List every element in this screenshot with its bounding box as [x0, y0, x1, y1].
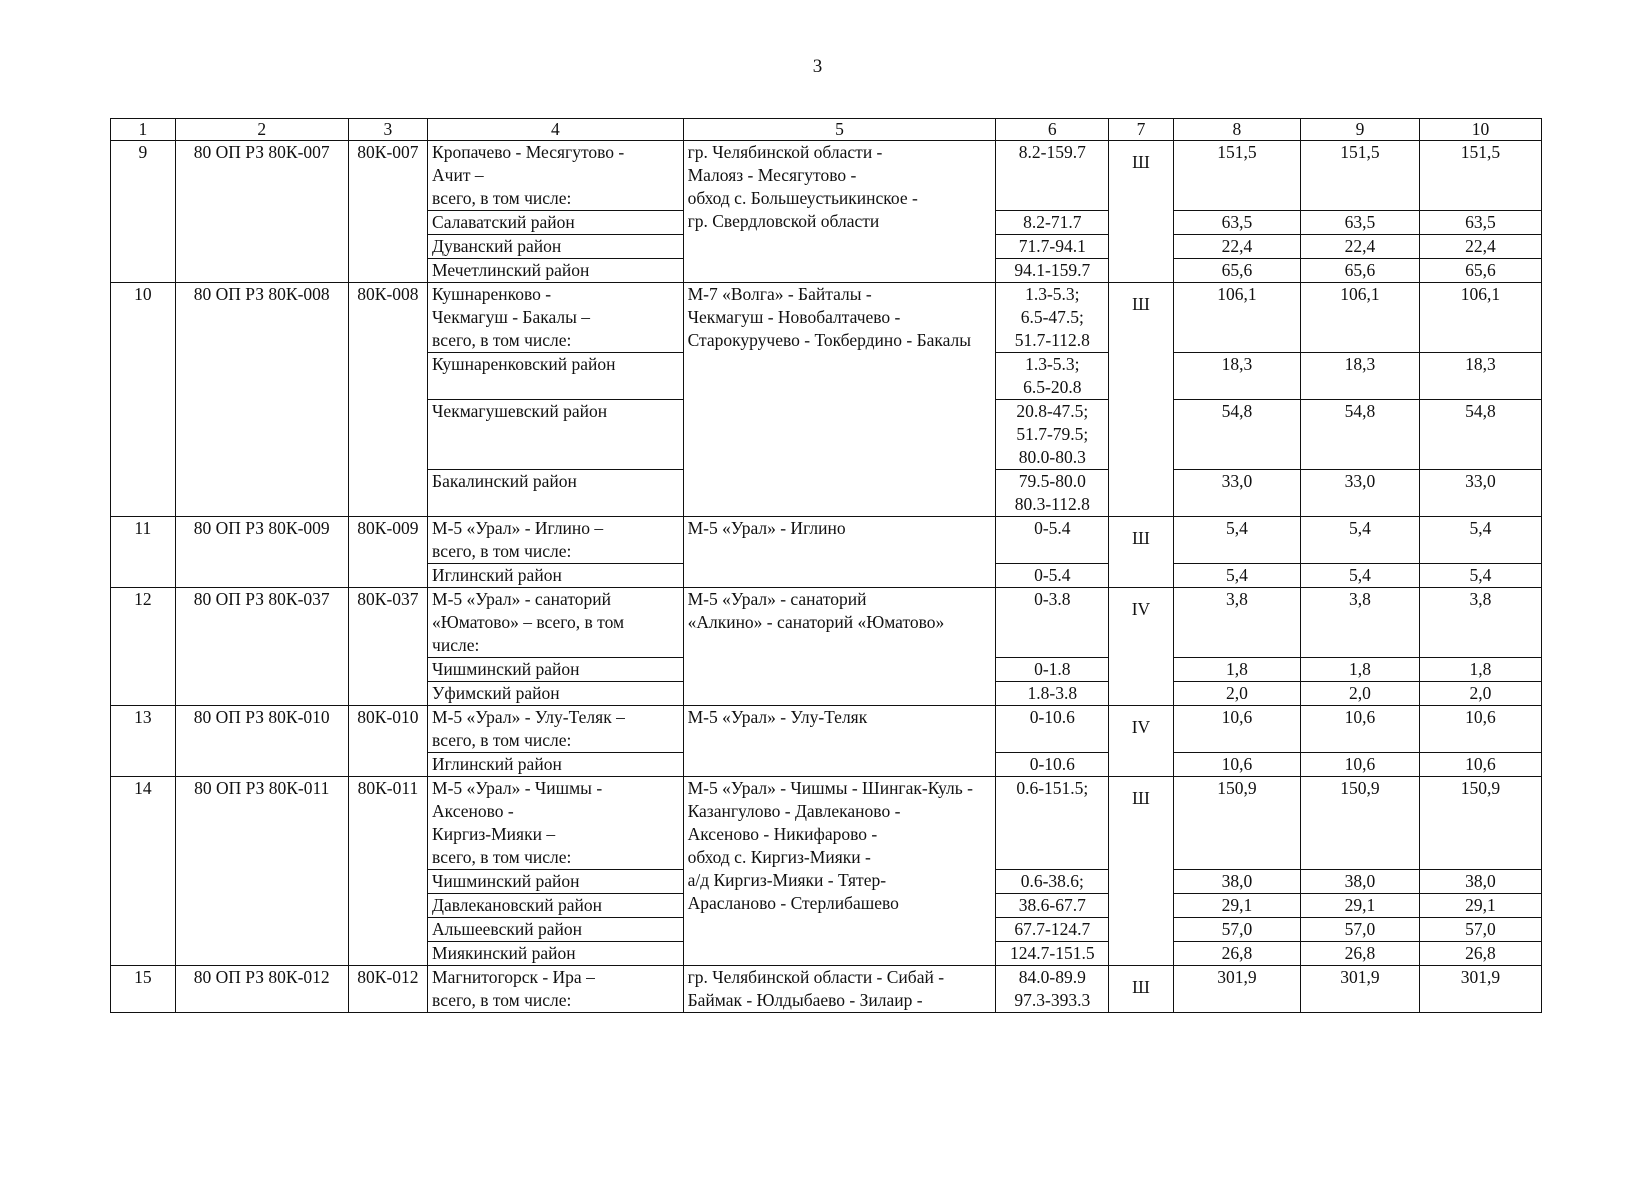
- table-row: [111, 966, 1542, 1013]
- district-value-col-8: 26,8: [1173, 942, 1300, 966]
- column-header-6: 6: [996, 119, 1109, 141]
- district-name: Чишминский район: [428, 658, 684, 682]
- value-col-10: 151,5: [1419, 141, 1541, 211]
- road-number: 13: [111, 706, 176, 777]
- district-value-col-9: 1,8: [1301, 658, 1420, 682]
- road-id: 80 ОП РЗ 80К-011: [175, 777, 348, 966]
- district-value-col-8: 57,0: [1173, 918, 1300, 942]
- value-col-8: 10,6: [1173, 706, 1300, 753]
- district-value-col-8: 63,5: [1173, 211, 1300, 235]
- district-km: 124.7-151.5: [996, 942, 1109, 966]
- district-km: 0.6-38.6;: [996, 870, 1109, 894]
- district-value-col-10: 57,0: [1419, 918, 1541, 942]
- district-name: Уфимский район: [428, 682, 684, 706]
- value-col-8: 5,4: [1173, 517, 1300, 564]
- road-km: 0-3.8: [996, 588, 1109, 658]
- column-header-7: 7: [1109, 119, 1174, 141]
- district-km: 94.1-159.7: [996, 259, 1109, 283]
- road-number: 10: [111, 283, 176, 517]
- district-name: Иглинский район: [428, 753, 684, 777]
- district-value-col-8: 22,4: [1173, 235, 1300, 259]
- road-category: Ш: [1109, 966, 1174, 1013]
- district-value-col-8: 10,6: [1173, 753, 1300, 777]
- district-value-col-9: 38,0: [1301, 870, 1420, 894]
- district-name: Чишминский район: [428, 870, 684, 894]
- district-value-col-8: 2,0: [1173, 682, 1300, 706]
- district-value-col-10: 1,8: [1419, 658, 1541, 682]
- road-km: 8.2-159.7: [996, 141, 1109, 211]
- column-header-8: 8: [1173, 119, 1300, 141]
- district-name: Давлекановский район: [428, 894, 684, 918]
- district-name: Альшеевский район: [428, 918, 684, 942]
- road-number: 12: [111, 588, 176, 706]
- road-number: 9: [111, 141, 176, 283]
- district-km: 0-10.6: [996, 753, 1109, 777]
- table-row: [111, 517, 1542, 564]
- road-short-code: 80К-037: [348, 588, 427, 706]
- district-km: 1.8-3.8: [996, 682, 1109, 706]
- district-value-col-9: 5,4: [1301, 564, 1420, 588]
- road-name: Кропачево - Месягутово - Ачит – всего, в том числе:: [428, 141, 684, 211]
- road-km: 0.6-151.5;: [996, 777, 1109, 870]
- district-value-col-9: 18,3: [1301, 353, 1420, 400]
- road-category: Ш: [1109, 517, 1174, 588]
- district-value-col-9: 54,8: [1301, 400, 1420, 470]
- road-name: Магнитогорск - Ира – всего, в том числе:: [428, 966, 684, 1013]
- district-value-col-10: 63,5: [1419, 211, 1541, 235]
- column-header-4: 4: [428, 119, 684, 141]
- road-route: гр. Челябинской области - Малояз - Месягутово - обход с. Большеустьикинское - гр. Свердловской области: [683, 141, 996, 283]
- district-value-col-10: 5,4: [1419, 564, 1541, 588]
- district-value-col-10: 38,0: [1419, 870, 1541, 894]
- road-route: М-5 «Урал» - Чишмы - Шингак-Куль - Казангулово - Давлеканово - Аксеново - Никифарово - обход с. Киргиз-Мияки - а/д Киргиз-Мияки - Тятер- Арасланово - Стерлибашево: [683, 777, 996, 966]
- road-name: Кушнаренково - Чекмагуш - Бакалы – всего, в том числе:: [428, 283, 684, 353]
- column-header-3: 3: [348, 119, 427, 141]
- road-short-code: 80К-008: [348, 283, 427, 517]
- table-row: [111, 777, 1542, 870]
- district-km: 71.7-94.1: [996, 235, 1109, 259]
- district-value-col-9: 63,5: [1301, 211, 1420, 235]
- road-name: М-5 «Урал» - Иглино – всего, в том числе:: [428, 517, 684, 564]
- road-short-code: 80К-007: [348, 141, 427, 283]
- road-category: Ш: [1109, 141, 1174, 283]
- value-col-9: 5,4: [1301, 517, 1420, 564]
- value-col-9: 10,6: [1301, 706, 1420, 753]
- column-header-1: 1: [111, 119, 176, 141]
- district-value-col-9: 57,0: [1301, 918, 1420, 942]
- district-value-col-10: 33,0: [1419, 470, 1541, 517]
- table-row: [111, 706, 1542, 753]
- value-col-8: 106,1: [1173, 283, 1300, 353]
- district-value-col-9: 2,0: [1301, 682, 1420, 706]
- district-value-col-10: 2,0: [1419, 682, 1541, 706]
- road-name: М-5 «Урал» - Чишмы - Аксеново - Киргиз-Мияки – всего, в том числе:: [428, 777, 684, 870]
- district-name: Бакалинский район: [428, 470, 684, 517]
- district-value-col-10: 29,1: [1419, 894, 1541, 918]
- district-value-col-8: 18,3: [1173, 353, 1300, 400]
- district-value-col-8: 1,8: [1173, 658, 1300, 682]
- value-col-10: 3,8: [1419, 588, 1541, 658]
- road-id: 80 ОП РЗ 80К-010: [175, 706, 348, 777]
- road-short-code: 80К-010: [348, 706, 427, 777]
- value-col-8: 151,5: [1173, 141, 1300, 211]
- value-col-8: 150,9: [1173, 777, 1300, 870]
- header-row: [111, 119, 1542, 141]
- value-col-10: 301,9: [1419, 966, 1541, 1013]
- district-value-col-8: 5,4: [1173, 564, 1300, 588]
- road-category: Ш: [1109, 777, 1174, 966]
- road-name: М-5 «Урал» - санаторий «Юматово» – всего, в том числе:: [428, 588, 684, 658]
- district-value-col-8: 33,0: [1173, 470, 1300, 517]
- road-route: М-5 «Урал» - Улу-Теляк: [683, 706, 996, 777]
- road-km: 1.3-5.3; 6.5-47.5; 51.7-112.8: [996, 283, 1109, 353]
- district-value-col-9: 29,1: [1301, 894, 1420, 918]
- road-route: М-5 «Урал» - санаторий «Алкино» - санаторий «Юматово»: [683, 588, 996, 706]
- district-km: 67.7-124.7: [996, 918, 1109, 942]
- road-category: Ш: [1109, 283, 1174, 517]
- district-value-col-8: 29,1: [1173, 894, 1300, 918]
- road-short-code: 80К-009: [348, 517, 427, 588]
- district-km: 38.6-67.7: [996, 894, 1109, 918]
- district-value-col-10: 18,3: [1419, 353, 1541, 400]
- road-km: 0-10.6: [996, 706, 1109, 753]
- road-id: 80 ОП РЗ 80К-007: [175, 141, 348, 283]
- value-col-9: 150,9: [1301, 777, 1420, 870]
- road-route: М-5 «Урал» - Иглино: [683, 517, 996, 588]
- district-name: Салаватский район: [428, 211, 684, 235]
- road-km: 84.0-89.9 97.3-393.3: [996, 966, 1109, 1013]
- road-id: 80 ОП РЗ 80К-008: [175, 283, 348, 517]
- district-value-col-10: 22,4: [1419, 235, 1541, 259]
- road-route: гр. Челябинской области - Сибай - Баймак - Юлдыбаево - Зилаир -: [683, 966, 996, 1013]
- value-col-8: 301,9: [1173, 966, 1300, 1013]
- district-name: Кушнаренковский район: [428, 353, 684, 400]
- column-header-5: 5: [683, 119, 996, 141]
- district-value-col-10: 10,6: [1419, 753, 1541, 777]
- road-route: М-7 «Волга» - Байталы - Чекмагуш - Новобалтачево - Старокуручево - Токбердино - Бакалы: [683, 283, 996, 517]
- district-value-col-8: 38,0: [1173, 870, 1300, 894]
- value-col-10: 5,4: [1419, 517, 1541, 564]
- district-value-col-9: 33,0: [1301, 470, 1420, 517]
- value-col-10: 150,9: [1419, 777, 1541, 870]
- district-name: Мечетлинский район: [428, 259, 684, 283]
- table-row: [111, 283, 1542, 353]
- district-km: 0-1.8: [996, 658, 1109, 682]
- district-km: 1.3-5.3; 6.5-20.8: [996, 353, 1109, 400]
- road-number: 14: [111, 777, 176, 966]
- page-number: 3: [812, 56, 823, 77]
- value-col-9: 151,5: [1301, 141, 1420, 211]
- district-value-col-10: 65,6: [1419, 259, 1541, 283]
- district-name: Иглинский район: [428, 564, 684, 588]
- column-header-9: 9: [1301, 119, 1420, 141]
- value-col-9: 106,1: [1301, 283, 1420, 353]
- district-value-col-8: 54,8: [1173, 400, 1300, 470]
- district-km: 20.8-47.5; 51.7-79.5; 80.0-80.3: [996, 400, 1109, 470]
- value-col-10: 106,1: [1419, 283, 1541, 353]
- district-km: 79.5-80.0 80.3-112.8: [996, 470, 1109, 517]
- table-row: [111, 588, 1542, 658]
- road-id: 80 ОП РЗ 80К-037: [175, 588, 348, 706]
- road-km: 0-5.4: [996, 517, 1109, 564]
- value-col-9: 301,9: [1301, 966, 1420, 1013]
- district-value-col-9: 10,6: [1301, 753, 1420, 777]
- road-short-code: 80К-012: [348, 966, 427, 1013]
- district-value-col-10: 54,8: [1419, 400, 1541, 470]
- district-name: Миякинский район: [428, 942, 684, 966]
- road-number: 15: [111, 966, 176, 1013]
- column-header-2: 2: [175, 119, 348, 141]
- road-name: М-5 «Урал» - Улу-Теляк – всего, в том числе:: [428, 706, 684, 753]
- road-short-code: 80К-011: [348, 777, 427, 966]
- district-value-col-9: 65,6: [1301, 259, 1420, 283]
- district-name: Дуванский район: [428, 235, 684, 259]
- road-id: 80 ОП РЗ 80К-012: [175, 966, 348, 1013]
- district-value-col-8: 65,6: [1173, 259, 1300, 283]
- district-km: 8.2-71.7: [996, 211, 1109, 235]
- district-value-col-9: 22,4: [1301, 235, 1420, 259]
- value-col-8: 3,8: [1173, 588, 1300, 658]
- district-name: Чекмагушевский район: [428, 400, 684, 470]
- road-category: IV: [1109, 706, 1174, 777]
- table-row: [111, 141, 1542, 211]
- district-value-col-10: 26,8: [1419, 942, 1541, 966]
- district-value-col-9: 26,8: [1301, 942, 1420, 966]
- district-km: 0-5.4: [996, 564, 1109, 588]
- value-col-9: 3,8: [1301, 588, 1420, 658]
- roads-table: [110, 118, 1542, 1013]
- road-id: 80 ОП РЗ 80К-009: [175, 517, 348, 588]
- value-col-10: 10,6: [1419, 706, 1541, 753]
- road-category: IV: [1109, 588, 1174, 706]
- column-header-10: 10: [1419, 119, 1541, 141]
- road-number: 11: [111, 517, 176, 588]
